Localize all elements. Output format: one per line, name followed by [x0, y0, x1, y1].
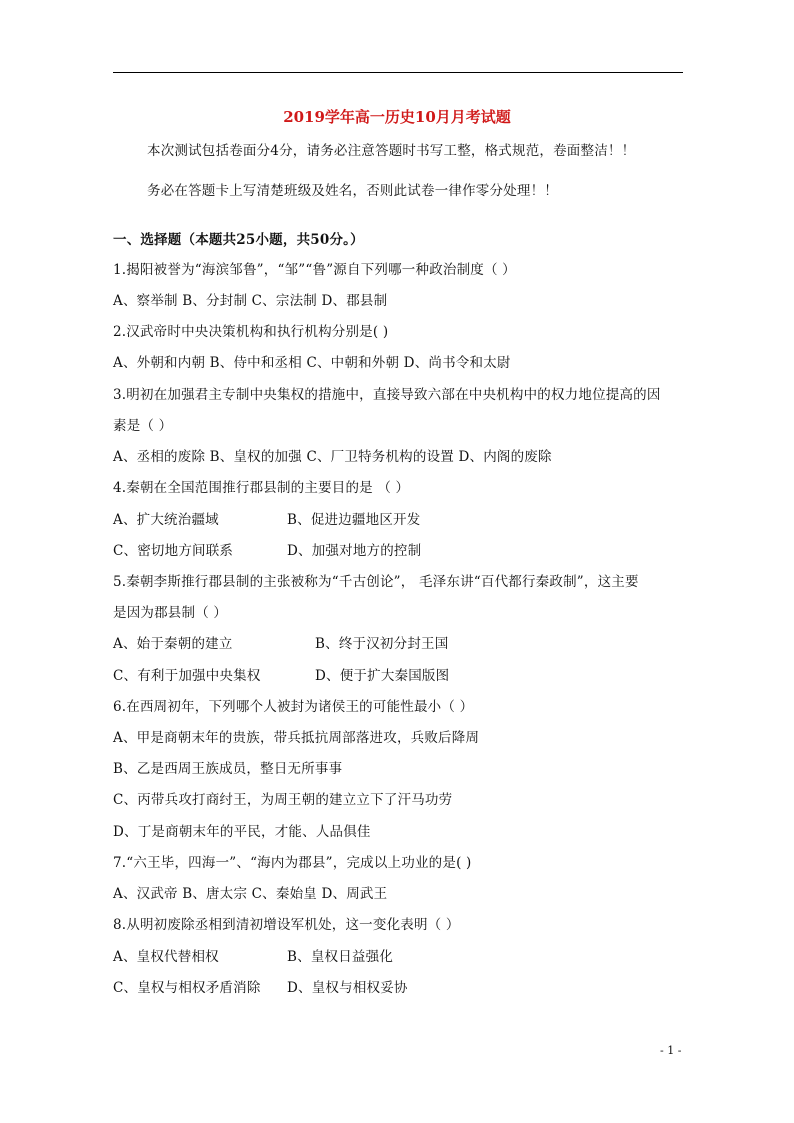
question-2-options: A、外朝和内朝 B、侍中和丞相 C、中朝和外朝 D、尚书令和太尉 — [113, 355, 511, 371]
question-1-options: A、察举制 B、分封制 C、宗法制 D、郡县制 — [113, 293, 388, 309]
question-3-options: A、丞相的废除 B、皇权的加强 C、厂卫特务机构的设置 D、内阁的废除 — [113, 449, 552, 465]
question-6-option-d: D、丁是商朝末年的平民，才能、人品俱佳 — [113, 824, 371, 840]
question-2-stem: 2.汉武帝时中央决策机构和执行机构分别是( ) — [113, 324, 389, 340]
question-8-option-b: B、皇权日益强化 — [287, 949, 394, 965]
question-4-stem: 4.秦朝在全国范围推行郡县制的主要目的是 （ ） — [113, 480, 410, 496]
question-7-stem: 7.“六王毕，四海一”、“海内为郡县”，完成以上功业的是( ) — [113, 855, 472, 871]
section-heading: 一、选择题（本题共25小题，共50分。） — [113, 232, 364, 248]
question-4-option-d: D、加强对地方的控制 — [287, 543, 422, 559]
question-5-option-a: A、始于秦朝的建立 — [113, 636, 233, 652]
question-8-option-c: C、皇权与相权矛盾消除 — [113, 980, 261, 996]
question-5-stem-line-1: 5.秦朝李斯推行郡县制的主张被称为“千古创论”， 毛泽东讲“百代都行秦政制”，这主要 — [113, 574, 639, 590]
intro-line-2: 务必在答题卡上写清楚班级及姓名，否则此试卷一律作零分处理！！ — [147, 183, 558, 199]
question-8-option-d: D、皇权与相权妥协 — [287, 980, 408, 996]
question-8-option-a: A、皇权代替相权 — [113, 949, 219, 965]
question-4-option-b: B、促进边疆地区开发 — [287, 512, 421, 528]
page-number: - 1 - — [660, 1044, 682, 1057]
question-1-stem: 1.揭阳被誉为“海滨邹鲁”，“邹”“鲁”源自下列哪一种政治制度（ ） — [113, 262, 516, 278]
question-8-stem: 8.从明初废除丞相到清初增设军机处，这一变化表明（ ） — [113, 917, 460, 933]
question-5-option-d: D、便于扩大秦国版图 — [315, 668, 450, 684]
question-4-option-a: A、扩大统治疆域 — [113, 512, 219, 528]
header-rule — [113, 72, 683, 73]
document-title: 2019学年高一历史10月月考试题 — [283, 108, 511, 126]
question-7-options: A、汉武帝 B、唐太宗 C、秦始皇 D、周武王 — [113, 886, 388, 902]
question-6-option-c: C、丙带兵攻打商纣王，为周王朝的建立立下了汗马功劳 — [113, 792, 453, 808]
question-5-option-b: B、终于汉初分封王国 — [315, 636, 449, 652]
question-6-stem: 6.在西周初年，下列哪个人被封为诸侯王的可能性最小（ ） — [113, 699, 474, 715]
question-5-stem-line-2: 是因为郡县制（ ） — [113, 605, 228, 621]
question-6-option-b: B、乙是西周王族成员，整日无所事事 — [113, 761, 343, 777]
question-3-stem-line-2: 素是（ ） — [113, 418, 173, 434]
question-3-stem-line-1: 3.明初在加强君主专制中央集权的措施中，直接导致六部在中央机构中的权力地位提高的因 — [113, 387, 661, 403]
question-4-option-c: C、密切地方间联系 — [113, 543, 234, 559]
question-6-option-a: A、甲是商朝末年的贵族，带兵抵抗周部落进攻，兵败后降周 — [113, 730, 480, 746]
question-5-option-c: C、有利于加强中央集权 — [113, 668, 261, 684]
intro-line-1: 本次测试包括卷面分4分，请务必注意答题时书写工整，格式规范，卷面整洁！！ — [147, 143, 636, 159]
